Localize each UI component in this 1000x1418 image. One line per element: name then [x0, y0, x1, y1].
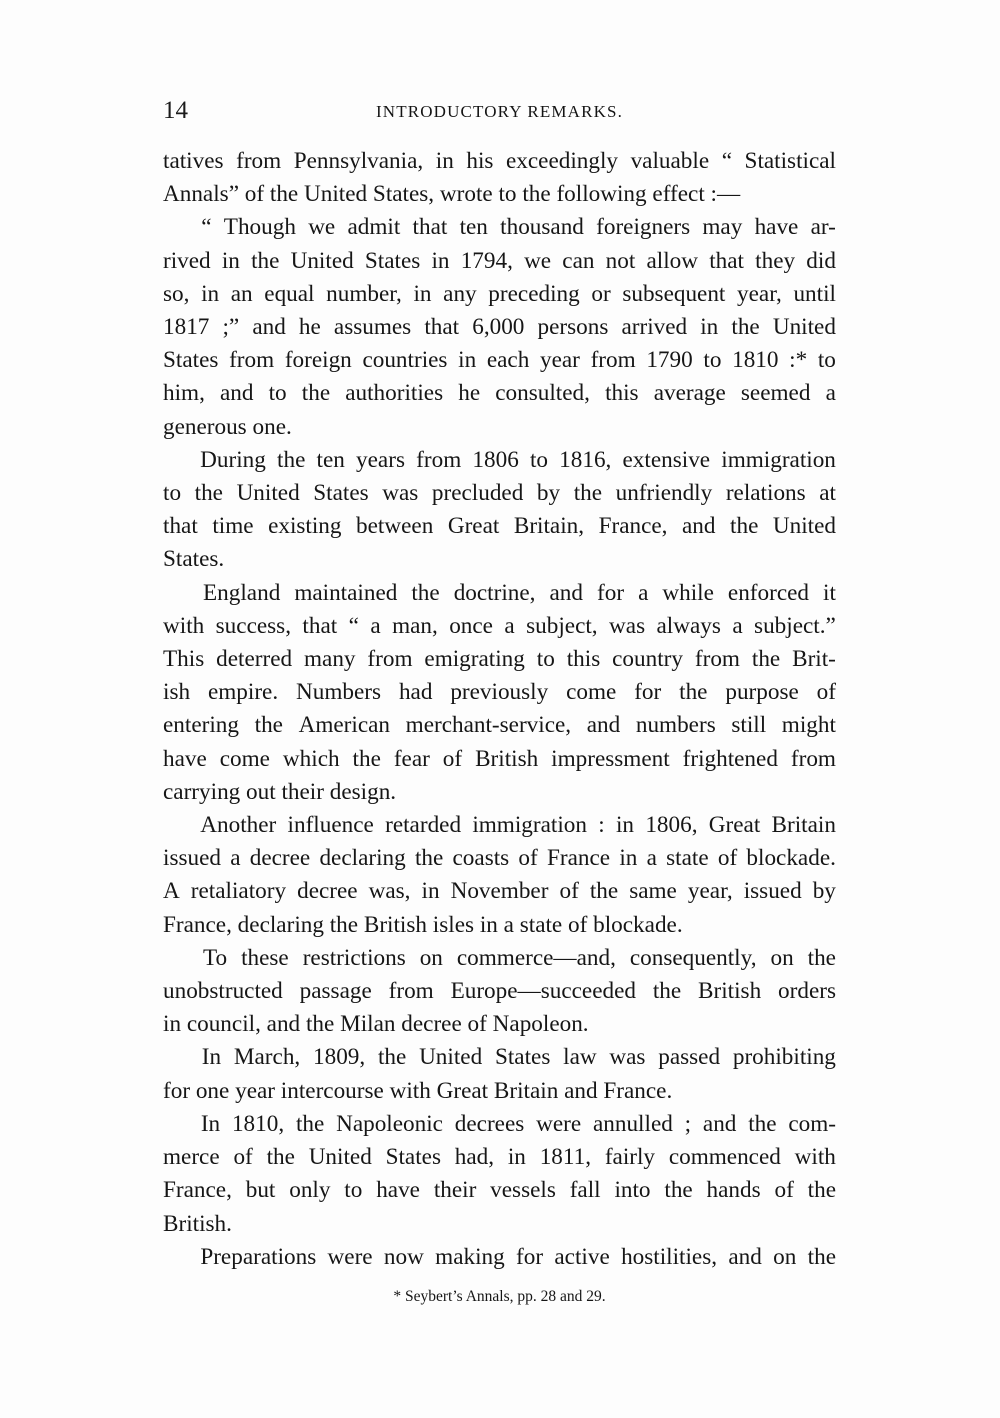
- running-head-title: INTRODUCTORY REMARKS.: [375, 102, 624, 121]
- first-line-indent: [163, 1108, 189, 1141]
- text-line: In March, 1809, the United States law was passed prohibiting: [163, 1041, 836, 1074]
- paragraph-during-ten-years: [163, 444, 836, 577]
- footnote: * Seybert’s Annals, pp. 28 and 29.: [393, 1288, 606, 1305]
- first-line-indent: [163, 1241, 189, 1274]
- text-line: so, in an equal number, in any preceding or subsequent year, until: [163, 280, 836, 307]
- paragraph-statistical-annals: [163, 145, 836, 211]
- text-line: with success, that “ a man, once a subject, was always a subject.”: [163, 612, 836, 639]
- text-line: This deterred many from emigrating to this country from the Brit-: [163, 646, 836, 673]
- text-line: him, and to the authorities he consulted, this average seemed a: [163, 380, 836, 407]
- text-line: unobstructed passage from Europe—succeeded the British orders: [163, 978, 836, 1005]
- text-line: that time existing between Great Britain, France, and the United: [163, 513, 836, 540]
- text-line: entering the American merchant-service, and numbers still might: [163, 712, 836, 739]
- paragraph-restrictions-on-commerce: [163, 942, 836, 1042]
- paragraph-1810-napoleonic-decrees: [163, 1108, 836, 1241]
- paragraph-preparations-hostilities: [163, 1241, 836, 1274]
- first-line-indent: [163, 809, 189, 842]
- body-text-block: [163, 145, 836, 1274]
- text-line: To these restrictions on commerce—and, consequently, on the: [163, 942, 836, 975]
- paragraph-another-influence: [163, 809, 836, 942]
- text-line: merce of the United States had, in 1811, fairly commenced with: [163, 1144, 836, 1171]
- first-line-indent: [163, 942, 189, 975]
- first-line-indent: [163, 1041, 189, 1074]
- text-line: have come which the fear of British impressment frightened from: [163, 745, 836, 772]
- text-line: States from foreign countries in each year from 1790 to 1810 :* to: [163, 347, 836, 374]
- paragraph-quoted-though-we-admit: [163, 211, 836, 443]
- text-line: States.: [163, 546, 225, 573]
- text-line: During the ten years from 1806 to 1816, extensive immigration: [163, 444, 836, 477]
- running-head: [163, 96, 836, 126]
- paragraph-march-1809: [163, 1041, 836, 1107]
- first-line-indent: [163, 211, 189, 244]
- text-line: Preparations were now making for active hostilities, and on the: [163, 1241, 836, 1274]
- text-line: In 1810, the Napoleonic decrees were annulled ; and the com-: [163, 1108, 836, 1141]
- text-line: to the United States was precluded by the unfriendly relations at: [163, 480, 836, 507]
- text-line: A retaliatory decree was, in November of the same year, issued by: [163, 878, 836, 905]
- text-line: for one year intercourse with Great Britain and France.: [163, 1077, 673, 1104]
- text-line: Another influence retarded immigration : in 1806, Great Britain: [163, 809, 836, 842]
- text-line: rived in the United States in 1794, we can not allow that they did: [163, 247, 836, 274]
- text-line: England maintained the doctrine, and for a while enforced it: [163, 577, 836, 610]
- text-line: France, but only to have their vessels fall into the hands of the: [163, 1177, 836, 1204]
- paragraph-england-doctrine: [163, 577, 836, 809]
- text-line: Annals” of the United States, wrote to the following effect :—: [163, 181, 741, 208]
- first-line-indent: [163, 444, 189, 477]
- text-line: British.: [163, 1210, 232, 1237]
- text-line: generous one.: [163, 413, 292, 440]
- page-number: 14: [163, 97, 188, 124]
- text-line: “ Though we admit that ten thousand foreigners may have ar-: [163, 211, 836, 244]
- text-line: in council, and the Milan decree of Napoleon.: [163, 1011, 589, 1038]
- text-line: carrying out their design.: [163, 778, 397, 805]
- text-line: 1817 ;” and he assumes that 6,000 persons arrived in the United: [163, 314, 836, 341]
- text-line: tatives from Pennsylvania, in his exceedingly valuable “ Statistical: [163, 148, 836, 174]
- text-line: issued a decree declaring the coasts of France in a state of blockade.: [163, 845, 836, 872]
- text-line: ish empire. Numbers had previously come for the purpose of: [163, 679, 836, 706]
- text-line: France, declaring the British isles in a state of blockade.: [163, 911, 683, 938]
- first-line-indent: [163, 577, 189, 610]
